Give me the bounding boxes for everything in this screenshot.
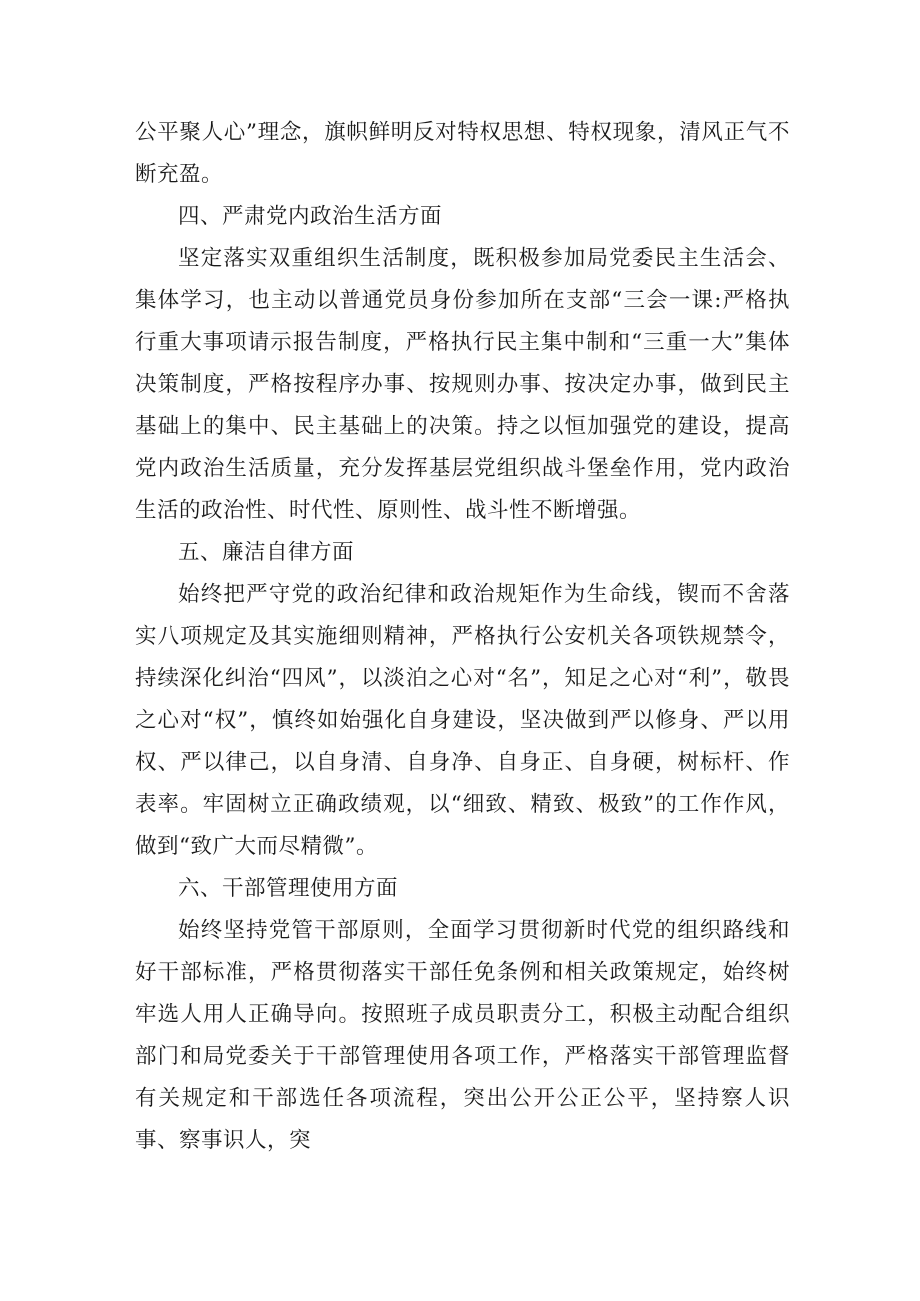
section-heading-6: 六、干部管理使用方面 — [178, 876, 399, 901]
section-heading-4: 四、严肃党内政治生活方面 — [178, 204, 443, 229]
paragraph-continued: 公平聚人心”理念，旗帜鲜明反对特权思想、特权现象，清风正气不断充盈。 — [135, 120, 790, 187]
paragraph-section-5: 始终把严守党的政治纪律和政治规矩作为生命线，锲而不舍落实八项规定及其实施细则精神，严格执行公安机关各项铁规禁令，持续深化纠治“四风”，以淡泊之心对“名”，知足之心对“利”，敬畏之心对“权”，慎终如始强化自身建设，坚决做到严以修身、严以用权、严以律己，以自身清、自身净、自身正、自身硬，树标杆、作表率。牢固树立正确政绩观，以“细致、精致、极致”的工作作风，做到“致广大而尽精微”。 — [135, 582, 790, 859]
section-heading-5: 五、廉洁自律方面 — [178, 540, 355, 565]
document-body — [135, 112, 790, 1162]
paragraph-section-4: 坚定落实双重组织生活制度，既积极参加局党委民主生活会、集体学习，也主动以普通党员身份参加所在支部“三会一课:严格执行重大事项请示报告制度，严格执行民主集中制和“三重一大”集体决策制度，严格按程序办事、按规则办事、按决定办事，做到民主基础上的集中、民主基础上的决策。持之以恒加强党的建设，提高党内政治生活质量，充分发挥基层党组织战斗堡垒作用，党内政治生活的政治性、时代性、原则性、战斗性不断增强。 — [135, 246, 790, 523]
paragraph-section-6: 始终坚持党管干部原则，全面学习贯彻新时代党的组织路线和好干部标准，严格贯彻落实干部任免条例和相关政策规定，始终树牢选人用人正确导向。按照班子成员职责分工，积极主动配合组织部门和局党委关于干部管理使用各项工作，严格落实干部管理监督有关规定和干部选任各项流程，突出公开公正公平，坚持察人识事、察事识人，突 — [135, 918, 790, 1153]
